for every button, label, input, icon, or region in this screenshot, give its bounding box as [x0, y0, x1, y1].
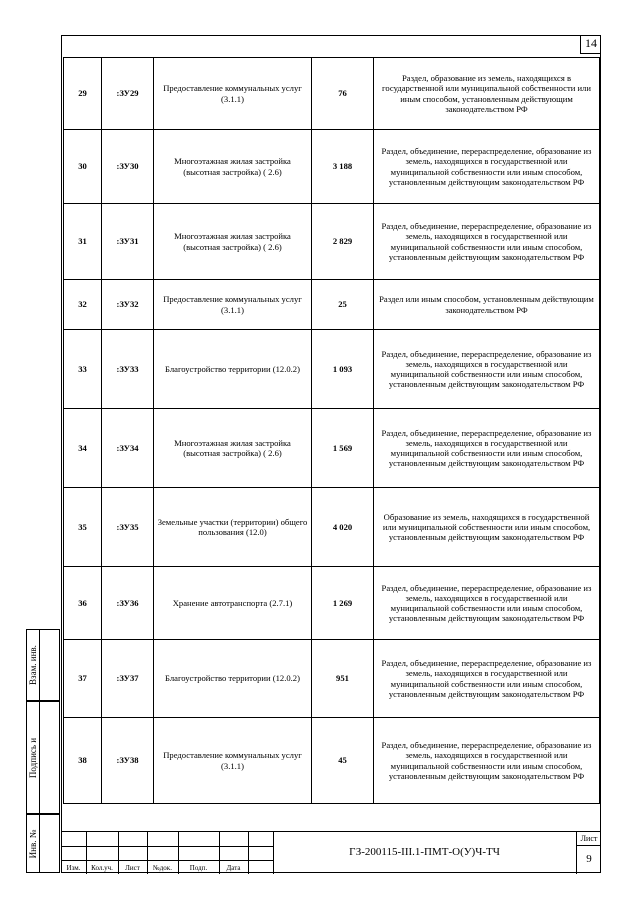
plot-code: :ЗУ34 [102, 409, 154, 488]
formation-method: Раздел или иным способом, установленным действующим законодательством РФ [374, 280, 600, 330]
table-row [64, 58, 600, 130]
permitted-use: Земельные участки (территории) общего пользования (12.0) [154, 488, 312, 567]
stamp-label-izm: Изм. [66, 864, 81, 872]
sheet-cell [576, 832, 601, 874]
plot-code: :ЗУ29 [102, 58, 154, 130]
permitted-use: Хранение автотранспорта (2.7.1) [154, 567, 312, 640]
table-row [64, 488, 600, 567]
plot-area: 1 569 [312, 409, 374, 488]
table-row [64, 640, 600, 718]
permitted-use: Многоэтажная жилая застройка (высотная застройка) ( 2.6) [154, 409, 312, 488]
stamp-label-data: Дата [226, 864, 241, 872]
formation-method: Образование из земель, находящихся в государственной или муниципальной собственности или иным способом, установленным действующим законодательством РФ [374, 488, 600, 567]
permitted-use: Предоставление коммунальных услуг (3.1.1) [154, 58, 312, 130]
formation-method: Раздел, объединение, перераспределение, образование из земель, находящихся в государственной или муниципальной собственности или иным способом, установленным действующим законодательством РФ [374, 130, 600, 204]
plot-code: :ЗУ30 [102, 130, 154, 204]
plot-code: :ЗУ32 [102, 280, 154, 330]
table-row [64, 280, 600, 330]
plot-area: 951 [312, 640, 374, 718]
row-number: 32 [64, 280, 102, 330]
plot-code: :ЗУ35 [102, 488, 154, 567]
table-row [64, 567, 600, 640]
plot-area: 2 829 [312, 204, 374, 280]
plot-code: :ЗУ38 [102, 718, 154, 804]
formation-method: Раздел, объединение, перераспределение, образование из земель, находящихся в государственной или муниципальной собственности или иным способом, установленным действующим законодательством РФ [374, 567, 600, 640]
formation-method: Раздел, объединение, перераспределение, образование из земель, находящихся в государственной или муниципальной собственности или иным способом, установленным действующим законодательством РФ [374, 718, 600, 804]
permitted-use: Благоустройство территории (12.0.2) [154, 640, 312, 718]
permitted-use: Многоэтажная жилая застройка (высотная застройка) ( 2.6) [154, 130, 312, 204]
row-number: 33 [64, 330, 102, 409]
formation-method: Раздел, объединение, перераспределение, образование из земель, находящихся в государственной или муниципальной собственности или иным способом, установленным действующим законодательством РФ [374, 409, 600, 488]
stamp-label-kolvo: Кол.уч. [91, 864, 113, 872]
side-box-sign [26, 701, 60, 814]
permitted-use: Многоэтажная жилая застройка (высотная застройка) ( 2.6) [154, 204, 312, 280]
sheet-label: Лист [577, 832, 601, 846]
top-page-number: 14 [580, 35, 601, 54]
table-row [64, 130, 600, 204]
side-box-invno [26, 814, 60, 873]
stamp-label-list: Лист [125, 864, 140, 872]
side-box-inv [26, 629, 60, 701]
plot-area: 1 093 [312, 330, 374, 409]
row-number: 31 [64, 204, 102, 280]
document-code: ГЗ-200115-III.1-ПМТ-О(У)Ч-ТЧ [349, 846, 500, 858]
stamp-label-ndok: №док. [153, 864, 172, 872]
plot-area: 25 [312, 280, 374, 330]
side-label-invno: Инв. № [28, 829, 38, 858]
row-number: 37 [64, 640, 102, 718]
plot-code: :ЗУ33 [102, 330, 154, 409]
formation-method: Раздел, объединение, перераспределение, образование из земель, находящихся в государственной или муниципальной собственности или иным способом, установленным действующим законодательством РФ [374, 330, 600, 409]
sheet-number: 9 [586, 853, 592, 865]
row-number: 38 [64, 718, 102, 804]
formation-method: Раздел, объединение, перераспределение, образование из земель, находящихся в государственной или муниципальной собственности или иным способом, установленным действующим законодательством РФ [374, 640, 600, 718]
table-row [64, 409, 600, 488]
row-number: 36 [64, 567, 102, 640]
side-label-sign: Подпись и [28, 737, 38, 778]
plot-area: 45 [312, 718, 374, 804]
plot-code: :ЗУ36 [102, 567, 154, 640]
row-number: 30 [64, 130, 102, 204]
land-plot-table [63, 57, 600, 804]
permitted-use: Благоустройство территории (12.0.2) [154, 330, 312, 409]
plot-code: :ЗУ31 [102, 204, 154, 280]
plot-code: :ЗУ37 [102, 640, 154, 718]
row-number: 34 [64, 409, 102, 488]
permitted-use: Предоставление коммунальных услуг (3.1.1) [154, 280, 312, 330]
plot-area: 4 020 [312, 488, 374, 567]
plot-area: 1 269 [312, 567, 374, 640]
formation-method: Раздел, объединение, перераспределение, образование из земель, находящихся в государственной или муниципальной собственности или иным способом, установленным действующим законодательством РФ [374, 204, 600, 280]
table-row [64, 718, 600, 804]
permitted-use: Предоставление коммунальных услуг (3.1.1) [154, 718, 312, 804]
title-block [61, 831, 601, 873]
row-number: 35 [64, 488, 102, 567]
plot-area: 3 188 [312, 130, 374, 204]
row-number: 29 [64, 58, 102, 130]
formation-method: Раздел, образование из земель, находящихся в государственной или муниципальной собственности или иным способом, установленным действующим законодательством РФ [374, 58, 600, 130]
plot-area: 76 [312, 58, 374, 130]
stamp-label-podp: Подп. [189, 864, 208, 872]
table-row [64, 204, 600, 280]
table-row [64, 330, 600, 409]
side-label-inv: Взам. инв. [28, 645, 38, 685]
